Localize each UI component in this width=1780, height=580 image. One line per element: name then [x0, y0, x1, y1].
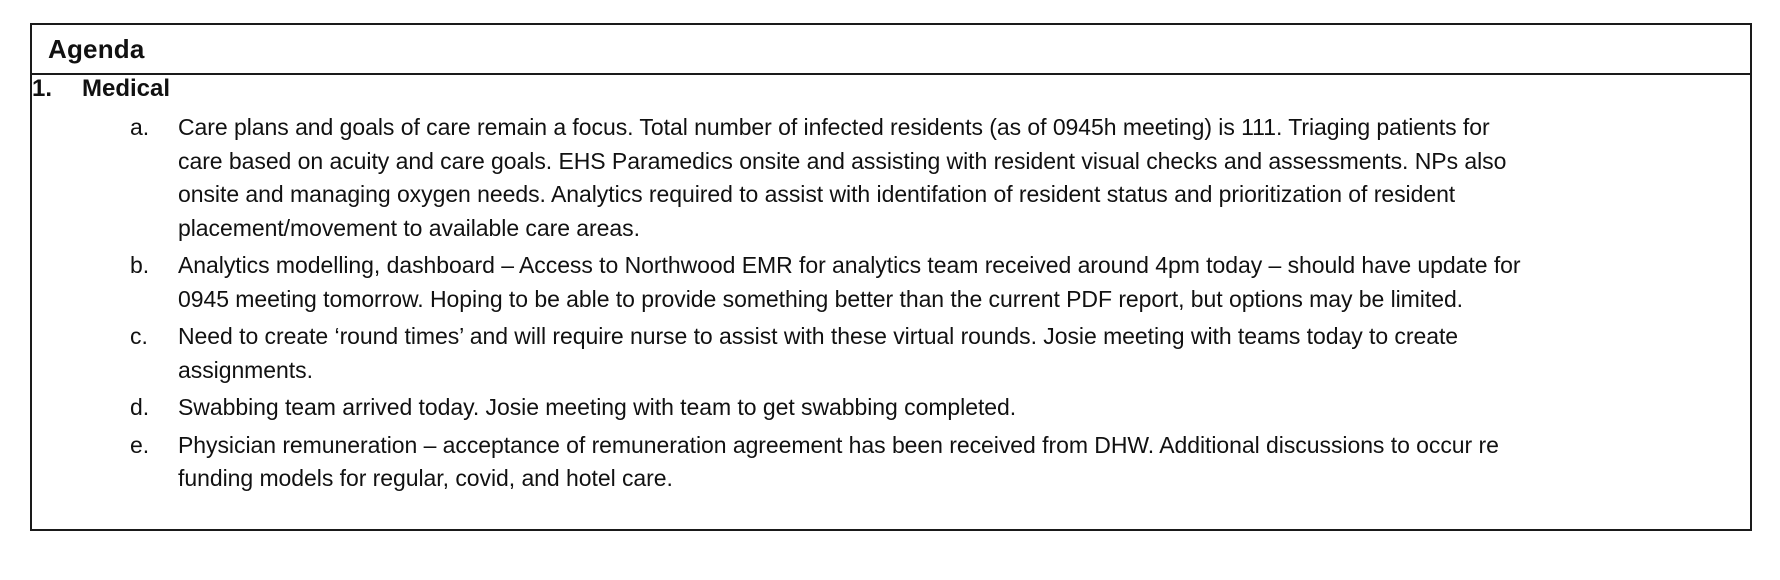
- item-letter: c.: [130, 323, 148, 349]
- list-item: [130, 111, 1752, 245]
- agenda-title: Agenda: [48, 34, 145, 64]
- item-letter: b.: [130, 252, 150, 278]
- section-title: Medical: [82, 75, 171, 102]
- item-text: [178, 320, 1742, 387]
- agenda-header-row: [30, 23, 1752, 75]
- list-item: [130, 249, 1752, 316]
- item-text-line: care based on acuity and care goals. EHS Paramedics onsite and assisting with resident visual checks and assessments. NPs also: [178, 147, 1507, 174]
- list-item: [130, 391, 1752, 425]
- item-text-line: Physician remuneration – acceptance of remuneration agreement has been received from DHW. Additional discussions to occur re: [178, 431, 1499, 458]
- list-item: [130, 320, 1752, 387]
- agenda-items-list: [130, 111, 1752, 500]
- item-letter: d.: [130, 394, 150, 420]
- item-text-line: assignments.: [178, 356, 313, 383]
- list-item: [130, 429, 1752, 496]
- item-text-line: Care plans and goals of care remain a focus. Total number of infected residents (as of 0945h meeting) is 111. Triaging patients for: [178, 114, 1490, 140]
- item-text-line: placement/movement to available care areas.: [178, 214, 640, 241]
- item-text-line: 0945 meeting tomorrow. Hoping to be able to provide something better than the current PDF report, but options may be limited.: [178, 285, 1464, 312]
- section-number: 1.: [32, 75, 53, 102]
- item-text-line: Swabbing team arrived today. Josie meeting with team to get swabbing completed.: [178, 394, 1017, 420]
- item-text: [178, 429, 1742, 496]
- item-text-line: Analytics modelling, dashboard – Access to Northwood EMR for analytics team received around 4pm today – should have update for: [178, 252, 1521, 278]
- item-letter: e.: [130, 431, 150, 458]
- item-text: [178, 111, 1742, 245]
- item-letter: a.: [130, 114, 150, 140]
- item-text: [178, 391, 1742, 425]
- item-text-line: Need to create ‘round times’ and will require nurse to assist with these virtual rounds. Josie meeting with teams today to create: [178, 323, 1459, 349]
- item-text-line: onsite and managing oxygen needs. Analytics required to assist with identifation of resident status and prioritization of resident: [178, 181, 1456, 207]
- item-text-line: funding models for regular, covid, and hotel care.: [178, 465, 673, 491]
- item-text: [178, 249, 1742, 316]
